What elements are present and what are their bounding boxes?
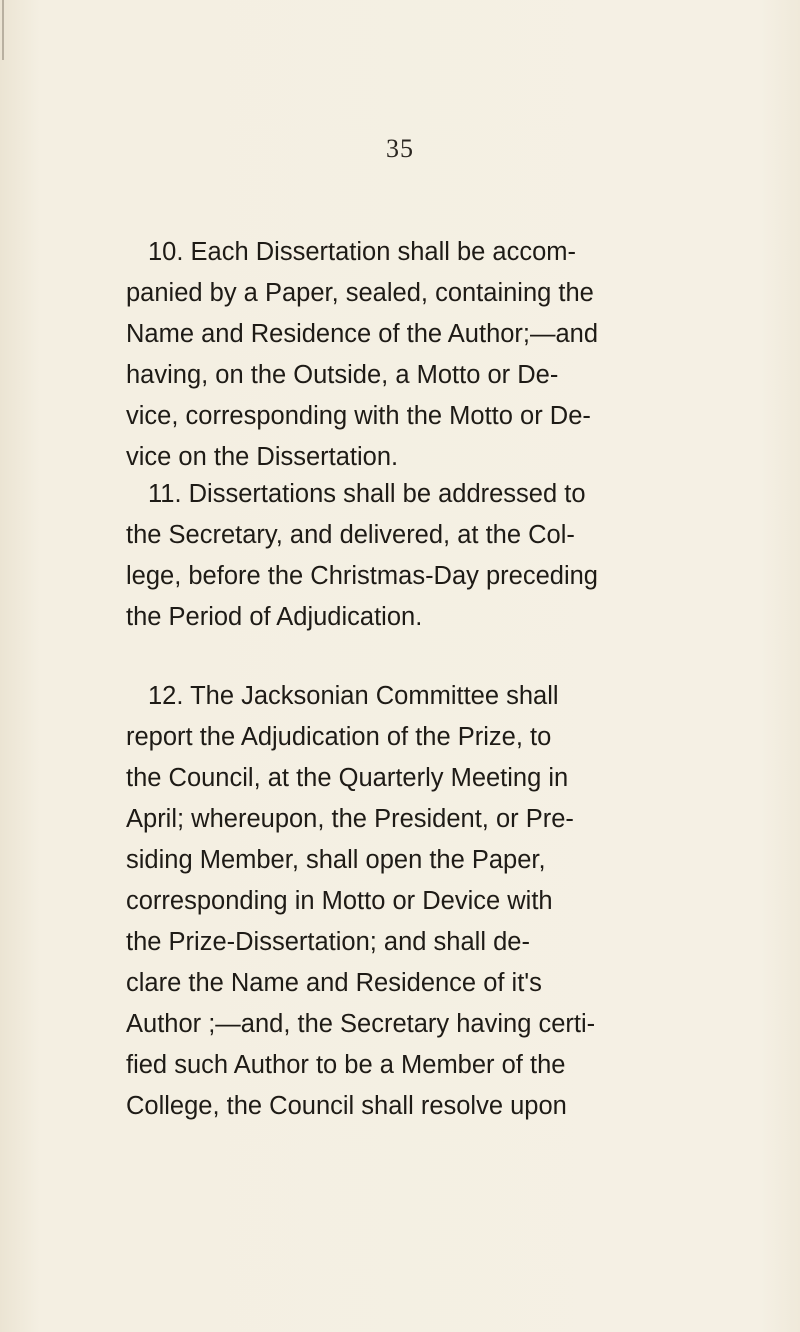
text-line: the Period of Adjudication. bbox=[126, 603, 423, 631]
text-line: panied by a Paper, sealed, containing the bbox=[126, 279, 594, 307]
text-line: report the Adjudication of the Prize, to bbox=[126, 723, 552, 751]
text-line: 11. Dissertations shall be addressed to bbox=[148, 480, 586, 508]
text-line: 12. The Jacksonian Committee shall bbox=[148, 682, 559, 710]
text-line: having, on the Outside, a Motto or De- bbox=[126, 361, 559, 389]
text-line: siding Member, shall open the Paper, bbox=[126, 846, 546, 874]
text-line: 10. Each Dissertation shall be accom- bbox=[148, 238, 577, 266]
paragraph-10 bbox=[126, 232, 656, 478]
text-line: April; whereupon, the President, or Pre- bbox=[126, 805, 574, 833]
text-line: fied such Author to be a Member of the bbox=[126, 1051, 566, 1079]
text-line: College, the Council shall resolve upon bbox=[126, 1092, 567, 1120]
text-line: vice, corresponding with the Motto or De- bbox=[126, 402, 591, 430]
text-line: the Prize-Dissertation; and shall de- bbox=[126, 928, 530, 956]
text-line: corresponding in Motto or Device with bbox=[126, 887, 553, 915]
page-number: 35 bbox=[386, 134, 414, 163]
text-line: vice on the Dissertation. bbox=[126, 443, 399, 471]
paragraph-12 bbox=[126, 676, 656, 1127]
text-line: Name and Residence of the Author;—and bbox=[126, 320, 599, 348]
page-edge-shadow bbox=[2, 0, 4, 60]
text-line: the Council, at the Quarterly Meeting in bbox=[126, 764, 569, 792]
text-line: lege, before the Christmas-Day preceding bbox=[126, 562, 598, 590]
text-line: the Secretary, and delivered, at the Col- bbox=[126, 521, 575, 549]
text-line: Author ;—and, the Secretary having certi- bbox=[126, 1010, 596, 1038]
text-line: clare the Name and Residence of it's bbox=[126, 969, 542, 997]
paragraph-11 bbox=[126, 474, 656, 638]
